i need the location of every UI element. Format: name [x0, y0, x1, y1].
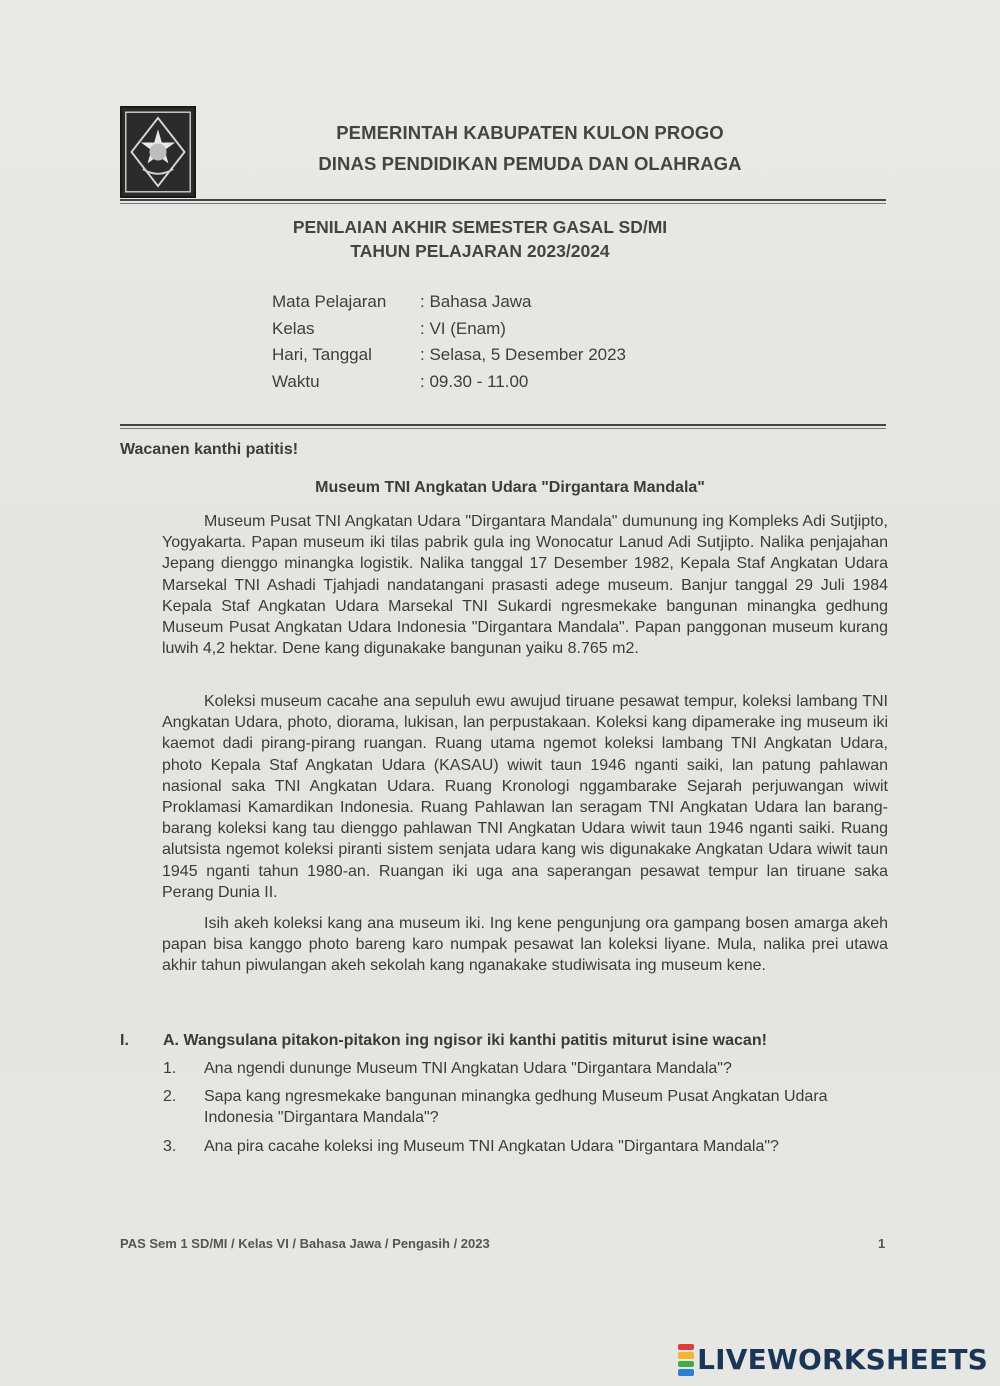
question-number: 3. — [163, 1138, 177, 1155]
footer-text: PAS Sem 1 SD/MI / Kelas VI / Bahasa Jawa / Pengasih / 2023 — [120, 1236, 490, 1251]
meta-row-subject — [272, 290, 626, 317]
meta-row-time — [272, 370, 626, 397]
question-number: 1. — [163, 1060, 177, 1077]
reading-paragraph: Koleksi museum cacahe ana sepuluh ewu awujud tiruane pesawat tempur, koleksi lambang TNI Angkatan Udara, photo, diorama, lukisan, lan perpustakaan. Koleksi kang dipamerake ing museum iki kaemot dadi pirang-pirang ruangan. Ruang utama ngemot koleksi lambang TNI Angkatan Udara, photo Kepala Staf Angkatan Udara (KASAU) wiwit taun 1946 nganti saiki, lan patung pahlawan nasional saka TNI Angkatan Udara. Ruang Kronologi nggambarake Sejarah perjuwangan wiwit Proklamasi Kamardikan Indonesia. Ruang Pahlawan lan seragam TNI Angkatan Udara lan barang-barang koleksi kang tau dienggo pahlawan TNI Angkatan Udara wiwit taun 1946 nganti saiki. Ruang alutsista ngemot koleksi piranti sistem senjata udara kang wis digunakake Angkatan Udara wiwit taun 1945 nganti tahun 1980-an. Ruangan iki uga ana saperangan pesawat tempur lan tiruane saka Perang Dunia II. — [162, 693, 888, 901]
question-number: 2. — [163, 1088, 177, 1105]
question-text: Ana pira cacahe koleksi ing Museum TNI Angkatan Udara "Dirgantara Mandala"? — [204, 1138, 779, 1155]
exam-year: TAHUN PELAJARAN 2023/2024 — [350, 241, 610, 261]
reading-instruction: Wacanen kanthi patitis! — [120, 441, 299, 458]
section-title: A. Wangsulana pitakon-pitakon ing ngisor iki kanthi patitis miturut isine wacan! — [163, 1032, 767, 1049]
meta-value: : 09.30 - 11.00 — [420, 371, 529, 391]
reading-title: Museum TNI Angkatan Udara "Dirgantara Mandala" — [315, 479, 705, 496]
meta-label: Kelas — [272, 318, 315, 338]
header-divider-thin — [120, 203, 886, 204]
liveworksheets-mark-icon — [678, 1344, 694, 1376]
header-divider — [120, 199, 886, 201]
question-text: Sapa kang ngresmekake bangunan minangka gedhung Museum Pusat Angkatan Udara Indonesia "Dirgantara Mandala"? — [204, 1088, 828, 1126]
header-government: PEMERINTAH KABUPATEN KULON PROGO — [336, 122, 724, 143]
meta-value: : Selasa, 5 Desember 2023 — [420, 345, 627, 364]
reading-paragraph: Isih akeh koleksi kang ana museum iki. Ing kene pengunjung ora gampang bosen amarga akeh papan bisa kanggo photo bareng karo numpak pesawat lan koleksi liyane. Mula, nalika prei utawa akhir tahun piwulangan akeh sekolah kang nganakake studiwisata ing museum kene. — [162, 915, 888, 975]
regency-emblem-icon — [120, 106, 196, 198]
header-department: DINAS PENDIDIKAN PEMUDA DAN OLAHRAGA — [318, 153, 742, 174]
liveworksheets-logo[interactable] — [678, 1343, 988, 1376]
meta-label: Waktu — [272, 371, 320, 391]
meta-row-class — [272, 317, 626, 344]
meta-divider-thin — [120, 428, 886, 429]
meta-divider — [120, 424, 886, 426]
section-number: I. — [120, 1032, 129, 1049]
meta-row-date — [272, 343, 626, 370]
exam-meta-table — [272, 290, 626, 396]
meta-value: : VI (Enam) — [420, 318, 506, 338]
meta-label: Hari, Tanggal — [272, 345, 372, 364]
page-number: 1 — [878, 1236, 886, 1251]
reading-paragraph: Museum Pusat TNI Angkatan Udara "Dirgantara Mandala" dumunung ing Kompleks Adi Sutjipto, Yogyakarta. Papan museum iki tilas pabrik gula ing Wonocatur Lanud Adi Sutjipto. Nalika penjajahan Jepang dienggo minangka logistik. Nalika tanggal 17 Desember 1982, Kepala Staf Angkatan Udara Marsekal TNI Ashadi Tjahjadi nandatangani prasasti adege museum. Banjur tanggal 29 Juli 1984 Kepala Staf Angkatan Udara Marsekal TNI Sukardi ngresmekake bangunan minangka gedhung Museum Pusat Angkatan Udara Indonesia "Dirgantara Mandala". Papan panggonan museum kurang luwih 4,2 hektar. Dene kang digunakake bangunan yaiku 8.765 m2. — [162, 513, 888, 658]
brand-name: LIVEWORKSHEETS — [697, 1343, 988, 1376]
meta-label: Mata Pelajaran — [272, 292, 387, 311]
exam-title: PENILAIAN AKHIR SEMESTER GASAL SD/MI — [292, 217, 668, 237]
question-text: Ana ngendi dunungе Museum TNI Angkatan Udara "Dirgantara Mandala"? — [204, 1060, 732, 1077]
meta-value: : Bahasa Jawa — [420, 292, 532, 311]
